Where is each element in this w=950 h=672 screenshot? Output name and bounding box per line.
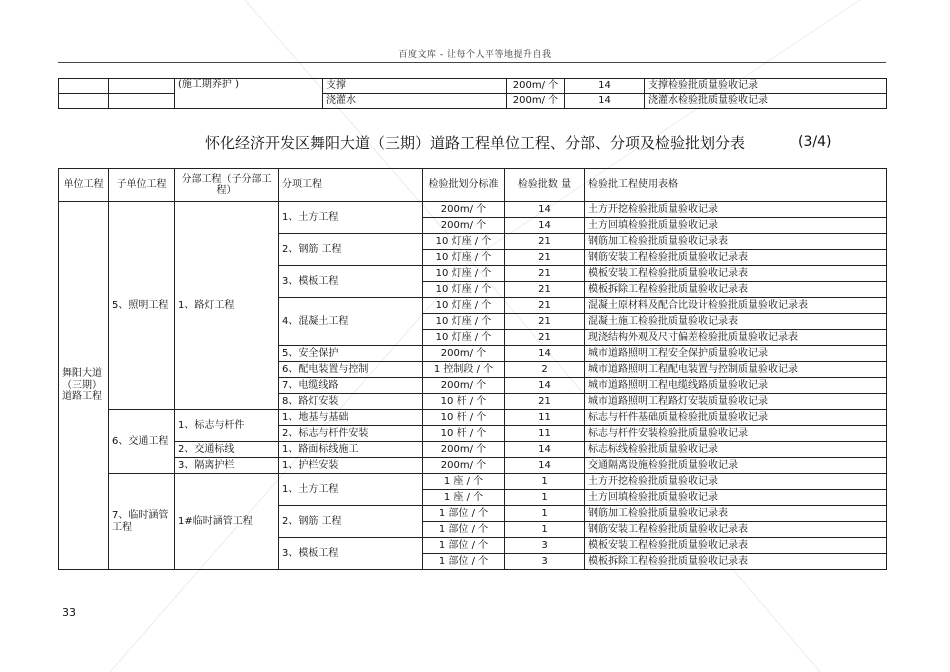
form-cell: 土方回填检验批质量验收记录 bbox=[585, 490, 887, 506]
std-cell: 1 部位 / 个 bbox=[423, 522, 505, 538]
qty-cell: 1 bbox=[505, 490, 585, 506]
qty-cell: 3 bbox=[505, 538, 585, 554]
table-cell: (施工期养护 ) bbox=[175, 79, 323, 109]
qty-cell: 21 bbox=[505, 234, 585, 250]
qty-cell: 14 bbox=[505, 442, 585, 458]
form-cell: 模板拆除工程检验批质量验收记录表 bbox=[585, 282, 887, 298]
form-cell: 模板拆除工程检验批质量验收记录表 bbox=[585, 554, 887, 570]
form-cell: 混凝土施工检验批质量验收记录表 bbox=[585, 314, 887, 330]
item-lamp: 8、路灯安装 bbox=[279, 394, 423, 410]
division-street-light: 1、路灯工程 bbox=[175, 202, 279, 410]
qty-cell: 21 bbox=[505, 314, 585, 330]
qty-cell: 21 bbox=[505, 330, 585, 346]
table-row bbox=[59, 410, 887, 426]
std-cell: 10 灯座 / 个 bbox=[423, 282, 505, 298]
item-marking-work: 1、路面标线施工 bbox=[279, 442, 423, 458]
page-number: 33 bbox=[62, 606, 76, 619]
table-cell: 支撑检验批质量验收记录 bbox=[645, 79, 887, 94]
std-cell: 200m/ 个 bbox=[423, 458, 505, 474]
sub-unit-lighting: 5、照明工程 bbox=[109, 202, 175, 410]
form-cell: 城市道路照明工程电缆线路质量验收记录 bbox=[585, 378, 887, 394]
std-cell: 10 杆 / 个 bbox=[423, 394, 505, 410]
division-culvert: 1#临时涵管工程 bbox=[175, 474, 279, 570]
qty-cell: 21 bbox=[505, 394, 585, 410]
form-cell: 标志与杆件安装检验批质量验收记录 bbox=[585, 426, 887, 442]
item-cable: 7、电缆线路 bbox=[279, 378, 423, 394]
table-row bbox=[59, 458, 887, 474]
std-cell: 10 灯座 / 个 bbox=[423, 330, 505, 346]
std-cell: 200m/ 个 bbox=[423, 346, 505, 362]
form-cell: 城市道路照明工程配电装置与控制质量验收记录 bbox=[585, 362, 887, 378]
form-cell: 钢筋加工检验批质量验收记录表 bbox=[585, 234, 887, 250]
std-cell: 10 灯座 / 个 bbox=[423, 298, 505, 314]
form-cell: 土方回填检验批质量验收记录 bbox=[585, 218, 887, 234]
item-rebar: 2、钢筋 工程 bbox=[279, 234, 423, 266]
qty-cell: 11 bbox=[505, 426, 585, 442]
form-cell: 混凝土原材料及配合比设计检验批质量验收记录表 bbox=[585, 298, 887, 314]
item-culvert-earthwork: 1、土方工程 bbox=[279, 474, 423, 506]
std-cell: 1 座 / 个 bbox=[423, 474, 505, 490]
table-row bbox=[59, 474, 887, 490]
item-foundation: 1、地基与基础 bbox=[279, 410, 423, 426]
std-cell: 200m/ 个 bbox=[423, 378, 505, 394]
form-cell: 标志与杆件基础质量检验批质量验收记录 bbox=[585, 410, 887, 426]
table-cell bbox=[59, 79, 109, 94]
item-sign-install: 2、标志与杆件安装 bbox=[279, 426, 423, 442]
qty-cell: 14 bbox=[505, 378, 585, 394]
division-barrier: 3、隔离护栏 bbox=[175, 458, 279, 474]
qty-cell: 14 bbox=[505, 458, 585, 474]
std-cell: 10 杆 / 个 bbox=[423, 426, 505, 442]
table-row bbox=[59, 202, 887, 218]
form-cell: 标志标线检验批质量验收记录 bbox=[585, 442, 887, 458]
qty-cell: 14 bbox=[505, 346, 585, 362]
std-cell: 1 部位 / 个 bbox=[423, 538, 505, 554]
std-cell: 200m/ 个 bbox=[423, 442, 505, 458]
form-cell: 模板安装工程检验批质量验收记录表 bbox=[585, 538, 887, 554]
form-cell: 城市道路照明工程安全保护质量验收记录 bbox=[585, 346, 887, 362]
form-cell: 钢筋安装工程检验批质量验收记录表 bbox=[585, 250, 887, 266]
header-qty: 检验批数 量 bbox=[505, 169, 585, 202]
table-row bbox=[59, 79, 887, 94]
header-unit: 单位工程 bbox=[59, 169, 109, 202]
qty-cell: 11 bbox=[505, 410, 585, 426]
form-cell: 模板安装工程检验批质量验收记录表 bbox=[585, 266, 887, 282]
form-cell: 现浇结构外观及尺寸偏差检验批质量验收记录表 bbox=[585, 330, 887, 346]
header-sub-unit: 子单位工程 bbox=[109, 169, 175, 202]
qty-cell: 21 bbox=[505, 298, 585, 314]
sub-unit-culvert: 7、临时涵管工程 bbox=[109, 474, 175, 570]
std-cell: 10 灯座 / 个 bbox=[423, 266, 505, 282]
item-guardrail: 1、护栏安装 bbox=[279, 458, 423, 474]
form-cell: 交通隔离设施检验批质量验收记录 bbox=[585, 458, 887, 474]
std-cell: 1 部位 / 个 bbox=[423, 506, 505, 522]
header-rule bbox=[58, 62, 886, 63]
std-cell: 10 灯座 / 个 bbox=[423, 250, 505, 266]
item-culvert-rebar: 2、钢筋 工程 bbox=[279, 506, 423, 538]
table-cell: 浇灌水 bbox=[323, 94, 507, 109]
unit-name: 舞阳大道（三期）道路工程 bbox=[59, 202, 109, 570]
std-cell: 200m/ 个 bbox=[423, 202, 505, 218]
qty-cell: 21 bbox=[505, 282, 585, 298]
std-cell: 1 部位 / 个 bbox=[423, 554, 505, 570]
item-culvert-formwork: 3、模板工程 bbox=[279, 538, 423, 570]
item-earthwork: 1、土方工程 bbox=[279, 202, 423, 234]
qty-cell: 2 bbox=[505, 362, 585, 378]
form-cell: 土方开挖检验批质量验收记录 bbox=[585, 202, 887, 218]
std-cell: 10 杆 / 个 bbox=[423, 410, 505, 426]
qty-cell: 21 bbox=[505, 250, 585, 266]
qty-cell: 21 bbox=[505, 266, 585, 282]
std-cell: 200m/ 个 bbox=[423, 218, 505, 234]
qty-cell: 3 bbox=[505, 554, 585, 570]
page-title: 怀化经济开发区舞阳大道（三期）道路工程单位工程、分部、分项及检验批划分表 bbox=[204, 134, 745, 152]
table-row bbox=[59, 442, 887, 458]
continuation-table bbox=[58, 78, 887, 109]
qty-cell: 1 bbox=[505, 506, 585, 522]
form-cell: 钢筋加工检验批质量验收记录表 bbox=[585, 506, 887, 522]
qty-cell: 14 bbox=[505, 218, 585, 234]
table-cell: 200m/ 个 bbox=[507, 94, 565, 109]
table-cell: 支撑 bbox=[323, 79, 507, 94]
item-distribution: 6、配电装置与控制 bbox=[279, 362, 423, 378]
header-division: 分部工程（子分部工程） bbox=[175, 169, 279, 202]
header-item: 分项工程 bbox=[279, 169, 423, 202]
table-cell: 14 bbox=[565, 94, 645, 109]
qty-cell: 1 bbox=[505, 522, 585, 538]
form-cell: 土方开挖检验批质量验收记录 bbox=[585, 474, 887, 490]
table-header-row bbox=[59, 169, 887, 202]
table-cell bbox=[59, 94, 109, 109]
page-index: (3/4) bbox=[798, 134, 832, 150]
header-forms: 检验批工程使用表格 bbox=[585, 169, 887, 202]
item-safety: 5、安全保护 bbox=[279, 346, 423, 362]
division-marking: 2、交通标线 bbox=[175, 442, 279, 458]
table-cell bbox=[109, 94, 175, 109]
std-cell: 1 控制段 / 个 bbox=[423, 362, 505, 378]
item-formwork: 3、模板工程 bbox=[279, 266, 423, 298]
std-cell: 1 座 / 个 bbox=[423, 490, 505, 506]
qty-cell: 1 bbox=[505, 474, 585, 490]
division-table bbox=[58, 168, 887, 570]
table-cell: 200m/ 个 bbox=[507, 79, 565, 94]
table-cell bbox=[109, 79, 175, 94]
qty-cell: 14 bbox=[505, 202, 585, 218]
form-cell: 钢筋安装工程检验批质量验收记录表 bbox=[585, 522, 887, 538]
item-concrete: 4、混凝土工程 bbox=[279, 298, 423, 346]
header-standard: 检验批划分标准 bbox=[423, 169, 505, 202]
form-cell: 城市道路照明工程路灯安装质量验收记录 bbox=[585, 394, 887, 410]
division-sign-pole: 1、标志与杆件 bbox=[175, 410, 279, 442]
std-cell: 10 灯座 / 个 bbox=[423, 314, 505, 330]
page-header: 百度文库 - 让每个人平等地提升自我 bbox=[398, 50, 552, 60]
std-cell: 10 灯座 / 个 bbox=[423, 234, 505, 250]
sub-unit-traffic: 6、交通工程 bbox=[109, 410, 175, 474]
table-cell: 浇灌水检验批质量验收记录 bbox=[645, 94, 887, 109]
table-cell: 14 bbox=[565, 79, 645, 94]
